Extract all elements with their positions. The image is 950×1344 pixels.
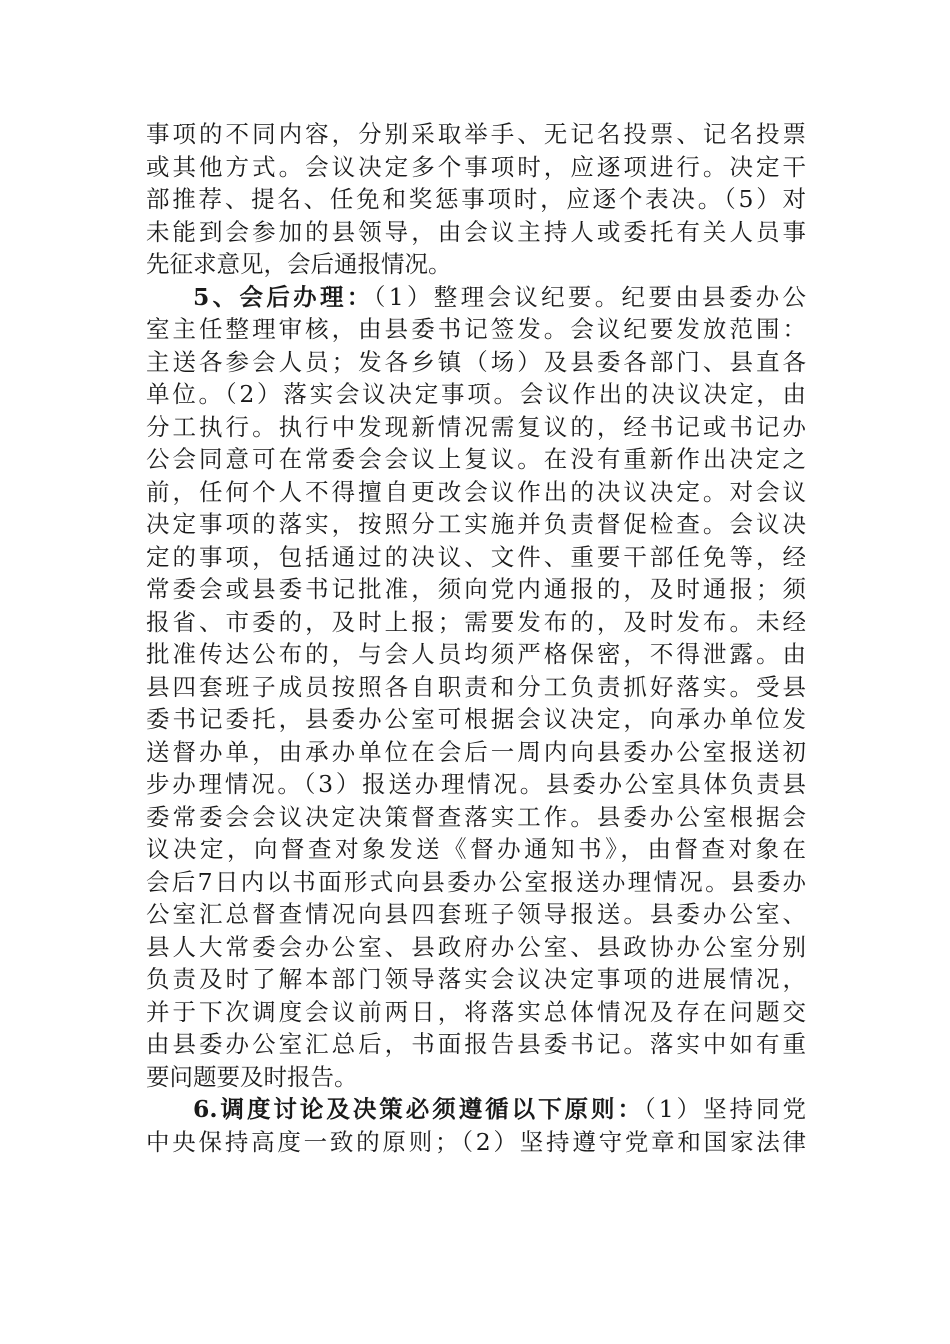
text-line: 未能到会参加的县领导，由会议主持人或委托有关人员事 (146, 217, 806, 246)
text-line: 主送各参会人员；发各乡镇（场）及县委各部门、县直各 (146, 347, 806, 376)
text-line: 常委会或县委书记批准，须向党内通报的，及时通报；须 (146, 575, 806, 603)
text-line: 县四套班子成员按照各自职责和分工负责抓好落实。受县 (146, 672, 806, 701)
text-line: 县人大常委会办公室、县政府办公室、县政协办公室分别 (146, 932, 806, 961)
section-first-line-text: （1）整理会议纪要。纪要由县委办公 (373, 282, 806, 311)
section-first-line-text: （1）坚持同党 (643, 1095, 806, 1123)
text-line: 委书记委托，县委办公室可根据会议决定，向承办单位发 (146, 705, 806, 733)
text-line: 送督办单，由承办单位在会后一周内向县委办公室报送初 (146, 737, 806, 766)
text-line: 议决定，向督查对象发送《督办通知书》，由督查对象在 (146, 835, 806, 863)
text-line: 要问题要及时报告。 (146, 1062, 358, 1091)
paragraph-section-5 (146, 281, 806, 1094)
text-line: 由县委办公室汇总后，书面报告县委书记。落实中如有重 (146, 1030, 806, 1058)
paragraph-section-6 (146, 1093, 806, 1158)
text-line: 步办理情况。（3）报送办理情况。县委办公室具体负责县 (146, 770, 806, 798)
text-line: 并于下次调度会议前两日，将落实总体情况及存在问题交 (146, 997, 806, 1026)
text-line: 先征求意见，会后通报情况。 (146, 250, 452, 278)
text-line: 公会同意可在常委会会议上复议。在没有重新作出决定之 (146, 445, 806, 473)
text-line: 公室汇总督查情况向县四套班子领导报送。县委办公室、 (146, 900, 806, 928)
text-line: 或其他方式。会议决定多个事项时，应逐项进行。决定干 (146, 152, 806, 181)
section-first-line (146, 1093, 806, 1126)
text-line: 前，任何个人不得擅自更改会议作出的决议决定。对会议 (146, 477, 806, 506)
section-heading: 6.调度讨论及决策必须遵循以下原则： (193, 1095, 644, 1123)
text-line: 负责及时了解本部门领导落实会议决定事项的进展情况， (146, 965, 806, 993)
text-line: 室主任整理审核，由县委书记签发。会议纪要发放范围： (146, 315, 806, 343)
text-line: 定的事项，包括通过的决议、文件、重要干部任免等，经 (146, 542, 806, 571)
text-line: 批准传达公布的，与会人员均须严格保密，不得泄露。由 (146, 640, 806, 668)
section-first-line (146, 281, 806, 314)
text-line: 事项的不同内容，分别采取举手、无记名投票、记名投票 (146, 120, 806, 148)
text-line: 决定事项的落实，按照分工实施并负责督促检查。会议决 (146, 510, 806, 538)
text-line: 报省、市委的，及时上报；需要发布的，及时发布。未经 (146, 607, 806, 636)
text-line: 会后7日内以书面形式向县委办公室报送办理情况。县委办 (146, 867, 806, 896)
text-line: 中央保持高度一致的原则；（2）坚持遵守党章和国家法律 (146, 1127, 806, 1156)
text-line: 单位。（2）落实会议决定事项。会议作出的决议决定，由 (146, 380, 806, 408)
paragraph-continuation (146, 118, 806, 281)
text-line: 委常委会会议决定决策督查落实工作。县委办公室根据会 (146, 802, 806, 831)
text-line: 部推荐、提名、任免和奖惩事项时，应逐个表决。（5）对 (146, 185, 806, 213)
section-heading: 5、会后办理： (193, 282, 374, 311)
document-body (146, 118, 806, 1158)
text-line: 分工执行。执行中发现新情况需复议的，经书记或书记办 (146, 412, 806, 441)
